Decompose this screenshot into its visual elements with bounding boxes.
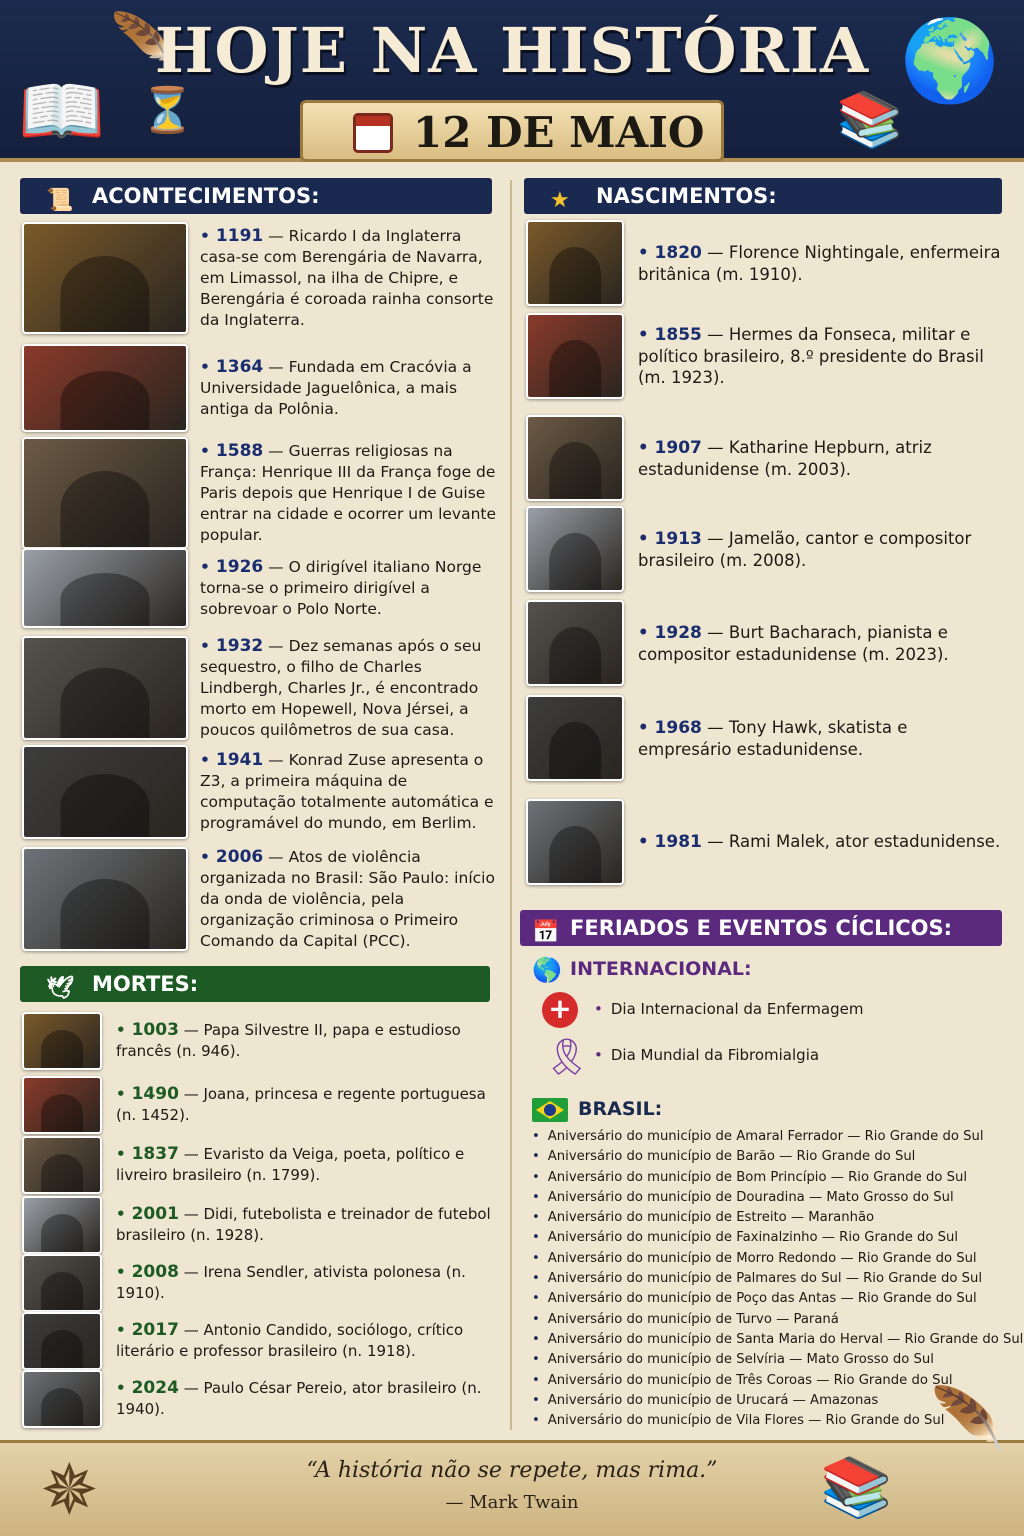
municipality-item: • Aniversário do município de Morro Redondo — Rio Grande do Sul	[532, 1249, 1002, 1269]
event-photo	[22, 745, 188, 839]
event-text: — O dirigível italiano Norge torna-se o primeiro dirigível a sobrevoar o Polo Norte.	[200, 557, 482, 618]
birth-text: — Rami Malek, ator estadunidense.	[701, 832, 1001, 851]
event-year: 2006	[215, 846, 264, 867]
birth-text: — Jamelão, cantor e compositor brasileiro (m. 2008).	[638, 528, 972, 570]
brazil-flag-icon	[532, 1098, 568, 1122]
death-year: 1490	[131, 1084, 179, 1104]
death-item: • 1490 — Joana, princesa e regente portuguesa (n. 1452).	[22, 1076, 502, 1134]
date-text: 12 DE MAIO	[413, 108, 705, 157]
dove-icon: 🕊	[46, 976, 74, 1001]
globe-small-icon: 🌎	[532, 956, 562, 984]
death-item: • 2001 — Didi, futebolista e treinador de futebol brasileiro (n. 1928).	[22, 1196, 502, 1254]
death-text: — Joana, princesa e regente portuguesa (n. 1452).	[116, 1085, 486, 1124]
event-year: 1588	[215, 440, 264, 461]
event-photo	[22, 344, 188, 432]
death-photo	[22, 1136, 102, 1194]
event-photo	[22, 437, 188, 549]
births-header: ★ NASCIMENTOS:	[524, 178, 1002, 214]
death-text: — Didi, futebolista e treinador de futebol brasileiro (n. 1928).	[116, 1205, 491, 1244]
event-text: — Ricardo I da Inglaterra casa-se com Berengária de Navarra, em Limassol, na ilha de Chipre, e Berengária é coroada rainha consorte da Inglaterra.	[200, 226, 494, 329]
death-item: • 1003 — Papa Silvestre II, papa e estudioso francês (n. 946).	[22, 1012, 502, 1070]
event-text: — Fundada em Cracóvia a Universidade Jaguelônica, a mais antiga da Polônia.	[200, 357, 472, 418]
birth-photo	[526, 220, 624, 306]
event-year: 1364	[215, 356, 264, 377]
municipality-item: • Aniversário do município de Selvíria — Mato Grosso do Sul	[532, 1350, 1002, 1370]
birth-item: • 1820 — Florence Nightingale, enfermeira britânica (m. 1910).	[526, 220, 1002, 306]
birth-text: — Florence Nightingale, enfermeira britânica (m. 1910).	[638, 242, 1001, 284]
municipality-item: • Aniversário do município de Faxinalzinho — Rio Grande do Sul	[532, 1228, 1002, 1248]
column-divider	[510, 180, 512, 1430]
birth-year: 1981	[654, 832, 702, 852]
birth-photo	[526, 313, 624, 399]
death-text: — Irena Sendler, ativista polonesa (n. 1910).	[116, 1263, 466, 1302]
scroll-icon: 📜	[46, 188, 74, 213]
event-text: — Guerras religiosas na França: Henrique III da França foge de Paris depois que Henrique I de Guise entrar na cidade e ocorrer um levante popular.	[200, 441, 497, 544]
death-text: — Paulo César Pereio, ator brasileiro (n. 1940).	[116, 1379, 482, 1418]
red-cross-icon: +	[542, 992, 578, 1028]
birth-text: — Tony Hawk, skatista e empresário estadunidense.	[638, 717, 908, 759]
birth-photo	[526, 695, 624, 781]
death-item: • 2017 — Antonio Candido, sociólogo, crítico literário e professor brasileiro (n. 1918).	[22, 1312, 502, 1370]
death-year: 2024	[131, 1378, 179, 1398]
birth-year: 1820	[654, 242, 702, 263]
municipality-item: • Aniversário do município de Bom Princípio — Rio Grande do Sul	[532, 1168, 1002, 1188]
globe-icon: 🌍	[900, 14, 1000, 107]
death-photo	[22, 1312, 102, 1370]
birth-item: • 1855 — Hermes da Fonseca, militar e político brasileiro, 8.º presidente do Brasil (m. 1923).	[526, 313, 1002, 399]
municipality-item: • Aniversário do município de Douradina — Mato Grosso do Sul	[532, 1188, 1002, 1208]
municipality-item: • Aniversário do município de Amaral Ferrador — Rio Grande do Sul	[532, 1127, 1002, 1147]
page-title: HOJE NA HISTÓRIA	[154, 14, 870, 87]
municipality-item: • Aniversário do município de Estreito — Maranhão	[532, 1208, 1002, 1228]
footer-quote: “A história não se repete, mas rima.”	[306, 1458, 718, 1483]
international-label: INTERNACIONAL:	[570, 958, 752, 980]
event-item: • 2006 — Atos de violência organizada no Brasil: São Paulo: início da onda de violência, pela organização criminosa o Primeiro Comando da Capital (PCC).	[22, 847, 500, 951]
calendar-small-icon: 📅	[532, 920, 560, 945]
star-icon: ★	[550, 188, 570, 213]
books-icon: 📚	[836, 88, 904, 151]
birth-text: — Burt Bacharach, pianista e compositor estadunidense (m. 2023).	[638, 622, 949, 664]
birth-photo	[526, 415, 624, 501]
death-photo	[22, 1076, 102, 1134]
event-text: — Dez semanas após o seu sequestro, o filho de Charles Lindbergh, Charles Jr., é encontrado morto em Hopewell, Nova Jérsei, a poucos quilômetros de sua casa.	[200, 636, 482, 739]
birth-item: • 1981 — Rami Malek, ator estadunidense.	[526, 799, 1002, 885]
event-year: 1926	[215, 556, 264, 577]
municipality-item: • Aniversário do município de Poço das Antas — Rio Grande do Sul	[532, 1289, 1002, 1309]
birth-item: • 1928 — Burt Bacharach, pianista e compositor estadunidense (m. 2023).	[526, 600, 1002, 686]
event-year: 1191	[215, 225, 264, 246]
death-text: — Antonio Candido, sociólogo, crítico literário e professor brasileiro (n. 1918).	[116, 1321, 464, 1360]
deaths-header: 🕊 MORTES:	[20, 966, 490, 1002]
death-year: 2017	[131, 1320, 179, 1340]
death-photo	[22, 1370, 102, 1428]
death-photo	[22, 1012, 102, 1070]
death-year: 2008	[131, 1262, 179, 1282]
birth-item: • 1968 — Tony Hawk, skatista e empresário estadunidense.	[526, 695, 1002, 781]
event-text: — Atos de violência organizada no Brasil: São Paulo: início da onda de violência, pela organização criminosa o Primeiro Comando da Capital (PCC).	[200, 847, 495, 950]
brazil-label: BRASIL:	[578, 1098, 663, 1120]
quill-ink-icon: 🪶	[930, 1384, 1005, 1454]
birth-item: • 1913 — Jamelão, cantor e compositor brasileiro (m. 2008).	[526, 506, 1002, 592]
compass-icon: ✵	[40, 1449, 99, 1531]
death-year: 1837	[131, 1144, 179, 1164]
event-year: 1932	[215, 635, 264, 656]
event-photo	[22, 636, 188, 740]
birth-item: • 1907 — Katharine Hepburn, atriz estadunidense (m. 2003).	[526, 415, 1002, 501]
death-item: • 1837 — Evaristo da Veiga, poeta, político e livreiro brasileiro (n. 1799).	[22, 1136, 502, 1194]
hourglass-icon: ⏳	[140, 85, 195, 136]
municipality-item: • Aniversário do município de Palmares do Sul — Rio Grande do Sul	[532, 1269, 1002, 1289]
municipality-item: • Aniversário do município de Urucará — Amazonas	[532, 1391, 1002, 1411]
event-photo	[22, 222, 188, 334]
calendar-icon	[353, 113, 393, 153]
event-text: — Konrad Zuse apresenta o Z3, a primeira máquina de computação totalmente automática e programável do mundo, em Berlim.	[200, 751, 494, 832]
birth-photo	[526, 506, 624, 592]
municipality-item: • Aniversário do município de Vila Flores — Rio Grande do Sul	[532, 1411, 1002, 1431]
holiday-international-1: • Dia Mundial da Fibromialgia	[594, 1046, 820, 1064]
event-item: • 1191 — Ricardo I da Inglaterra casa-se com Berengária de Navarra, em Limassol, na ilha de Chipre, e Berengária é coroada rainha consorte da Inglaterra.	[22, 222, 500, 334]
footer-author: — Mark Twain	[445, 1492, 579, 1513]
purple-ribbon-icon: 🎗	[544, 1037, 590, 1078]
quill-icon: 🪶	[110, 11, 175, 71]
event-item: • 1588 — Guerras religiosas na França: Henrique III da França foge de Paris depois que Henrique I de Guise entrar na cidade e ocorrer um levante popular.	[22, 437, 500, 549]
holiday-international-0: • Dia Internacional da Enfermagem	[594, 1000, 864, 1018]
death-text: — Papa Silvestre II, papa e estudioso francês (n. 946).	[116, 1021, 461, 1060]
birth-year: 1968	[654, 717, 702, 738]
holidays-header: 📅 FERIADOS E EVENTOS CÍCLICOS:	[520, 910, 1002, 946]
birth-year: 1855	[654, 325, 702, 345]
header	[0, 0, 1024, 162]
event-year: 1941	[215, 750, 264, 770]
event-photo	[22, 548, 188, 628]
death-item: • 2024 — Paulo César Pereio, ator brasileiro (n. 1940).	[22, 1370, 502, 1428]
events-header: 📜 ACONTECIMENTOS:	[20, 178, 492, 214]
books-ink-icon: 📚	[820, 1453, 893, 1521]
birth-photo	[526, 799, 624, 885]
event-item: • 1364 — Fundada em Cracóvia a Universidade Jaguelônica, a mais antiga da Polônia.	[22, 344, 500, 432]
municipality-item: • Aniversário do município de Santa Maria do Herval — Rio Grande do Sul	[532, 1330, 1002, 1350]
municipality-item: • Aniversário do município de Três Coroas — Rio Grande do Sul	[532, 1371, 1002, 1391]
birth-text: — Hermes da Fonseca, militar e político brasileiro, 8.º presidente do Brasil (m. 1923).	[638, 325, 984, 387]
birth-year: 1913	[654, 528, 702, 549]
death-photo	[22, 1254, 102, 1312]
event-item: • 1926 — O dirigível italiano Norge torna-se o primeiro dirigível a sobrevoar o Polo Norte.	[22, 548, 500, 628]
birth-year: 1907	[654, 437, 702, 458]
event-item: • 1932 — Dez semanas após o seu sequestro, o filho de Charles Lindbergh, Charles Jr., é encontrado morto em Hopewell, Nova Jérsei, a poucos quilômetros de sua casa.	[22, 636, 500, 740]
municipality-item: • Aniversário do município de Turvo — Paraná	[532, 1310, 1002, 1330]
death-year: 1003	[131, 1020, 179, 1040]
event-item: • 1941 — Konrad Zuse apresenta o Z3, a primeira máquina de computação totalmente automática e programável do mundo, em Berlim.	[22, 745, 500, 839]
event-photo	[22, 847, 188, 951]
birth-year: 1928	[654, 622, 702, 643]
birth-photo	[526, 600, 624, 686]
death-photo	[22, 1196, 102, 1254]
death-item: • 2008 — Irena Sendler, ativista polonesa (n. 1910).	[22, 1254, 502, 1312]
death-text: — Evaristo da Veiga, poeta, político e livreiro brasileiro (n. 1799).	[116, 1145, 465, 1184]
open-book-icon: 📖	[18, 70, 106, 152]
date-banner	[300, 100, 724, 162]
death-year: 2001	[131, 1204, 179, 1224]
municipality-item: • Aniversário do município de Barão — Rio Grande do Sul	[532, 1147, 1002, 1167]
birth-text: — Katharine Hepburn, atriz estadunidense (m. 2003).	[638, 437, 932, 479]
